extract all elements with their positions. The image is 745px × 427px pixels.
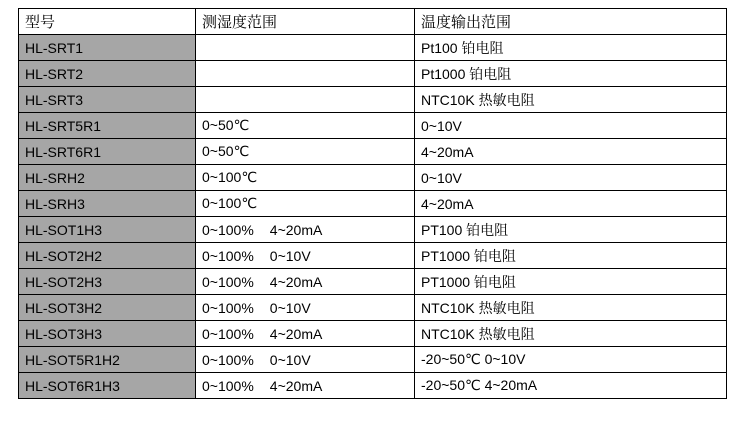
- humidity-range-cell: [196, 61, 415, 87]
- humidity-output-value: 4~20mA: [269, 325, 323, 342]
- header-row: [19, 9, 727, 35]
- model-cell: HL-SOT1H3: [19, 217, 196, 243]
- model-cell: HL-SOT2H2: [19, 243, 196, 269]
- humidity-output-value: 0~10V: [269, 247, 311, 264]
- header-humidity-range: 测湿度范围: [196, 9, 415, 35]
- humidity-range-value: 0~100%: [202, 273, 254, 290]
- table-row: [19, 35, 727, 61]
- humidity-range-value: 0~50℃: [202, 143, 250, 159]
- table-row: [19, 113, 727, 139]
- humidity-range-cell: [196, 373, 415, 399]
- header-model: 型号: [19, 9, 196, 35]
- table-row: [19, 87, 727, 113]
- humidity-range-cell: [196, 321, 415, 347]
- header-temperature-output: 温度输出范围: [415, 9, 727, 35]
- model-cell: HL-SRT3: [19, 87, 196, 113]
- table-row: [19, 347, 727, 373]
- temperature-output-cell: -20~50℃ 0~10V: [415, 347, 727, 373]
- table-row: [19, 61, 727, 87]
- humidity-range-cell: [196, 113, 415, 139]
- temperature-output-cell: NTC10K 热敏电阻: [415, 87, 727, 113]
- humidity-output-value: 4~20mA: [269, 221, 323, 238]
- temperature-output-cell: PT1000 铂电阻: [415, 243, 727, 269]
- model-cell: HL-SOT6R1H3: [19, 373, 196, 399]
- table-row: [19, 191, 727, 217]
- model-cell: HL-SRH2: [19, 165, 196, 191]
- table-row: [19, 373, 727, 399]
- table-row: [19, 165, 727, 191]
- temperature-output-cell: 4~20mA: [415, 191, 727, 217]
- humidity-range-value: 0~50℃: [202, 117, 250, 133]
- humidity-output-value: 4~20mA: [269, 377, 323, 394]
- humidity-output-value: 4~20mA: [269, 273, 323, 290]
- humidity-range-value: 0~100%: [202, 351, 254, 368]
- model-cell: HL-SOT5R1H2: [19, 347, 196, 373]
- humidity-range-cell: [196, 191, 415, 217]
- humidity-range-cell: [196, 243, 415, 269]
- humidity-range-cell: [196, 165, 415, 191]
- model-cell: HL-SOT3H2: [19, 295, 196, 321]
- table-row: [19, 139, 727, 165]
- humidity-range-cell: [196, 347, 415, 373]
- humidity-output-value: 0~10V: [269, 299, 311, 316]
- temperature-output-cell: NTC10K 热敏电阻: [415, 321, 727, 347]
- model-cell: HL-SRT2: [19, 61, 196, 87]
- humidity-range-value: 0~100%: [202, 299, 254, 316]
- temperature-output-cell: 0~10V: [415, 113, 727, 139]
- temperature-output-cell: 4~20mA: [415, 139, 727, 165]
- temperature-output-cell: NTC10K 热敏电阻: [415, 295, 727, 321]
- humidity-range-value: 0~100%: [202, 325, 254, 342]
- temperature-output-cell: Pt1000 铂电阻: [415, 61, 727, 87]
- temperature-output-cell: PT100 铂电阻: [415, 217, 727, 243]
- model-cell: HL-SRT1: [19, 35, 196, 61]
- humidity-output-value: 0~10V: [269, 351, 311, 368]
- humidity-range-cell: [196, 35, 415, 61]
- model-cell: HL-SOT2H3: [19, 269, 196, 295]
- model-cell: HL-SRT5R1: [19, 113, 196, 139]
- humidity-range-value: 0~100℃: [202, 195, 258, 211]
- spec-table: [18, 8, 727, 399]
- humidity-range-cell: [196, 217, 415, 243]
- humidity-range-value: 0~100℃: [202, 169, 258, 185]
- table-row: [19, 243, 727, 269]
- table-body: [19, 35, 727, 399]
- temperature-output-cell: Pt100 铂电阻: [415, 35, 727, 61]
- humidity-range-value: 0~100%: [202, 247, 254, 264]
- temperature-output-cell: PT1000 铂电阻: [415, 269, 727, 295]
- humidity-range-cell: [196, 87, 415, 113]
- temperature-output-cell: 0~10V: [415, 165, 727, 191]
- table-row: [19, 217, 727, 243]
- humidity-range-cell: [196, 295, 415, 321]
- table-row: [19, 295, 727, 321]
- model-cell: HL-SRT6R1: [19, 139, 196, 165]
- model-cell: HL-SOT3H3: [19, 321, 196, 347]
- humidity-range-cell: [196, 269, 415, 295]
- humidity-range-value: 0~100%: [202, 221, 254, 238]
- temperature-output-cell: -20~50℃ 4~20mA: [415, 373, 727, 399]
- humidity-range-cell: [196, 139, 415, 165]
- model-cell: HL-SRH3: [19, 191, 196, 217]
- table-row: [19, 321, 727, 347]
- humidity-range-value: 0~100%: [202, 377, 254, 394]
- table-row: [19, 269, 727, 295]
